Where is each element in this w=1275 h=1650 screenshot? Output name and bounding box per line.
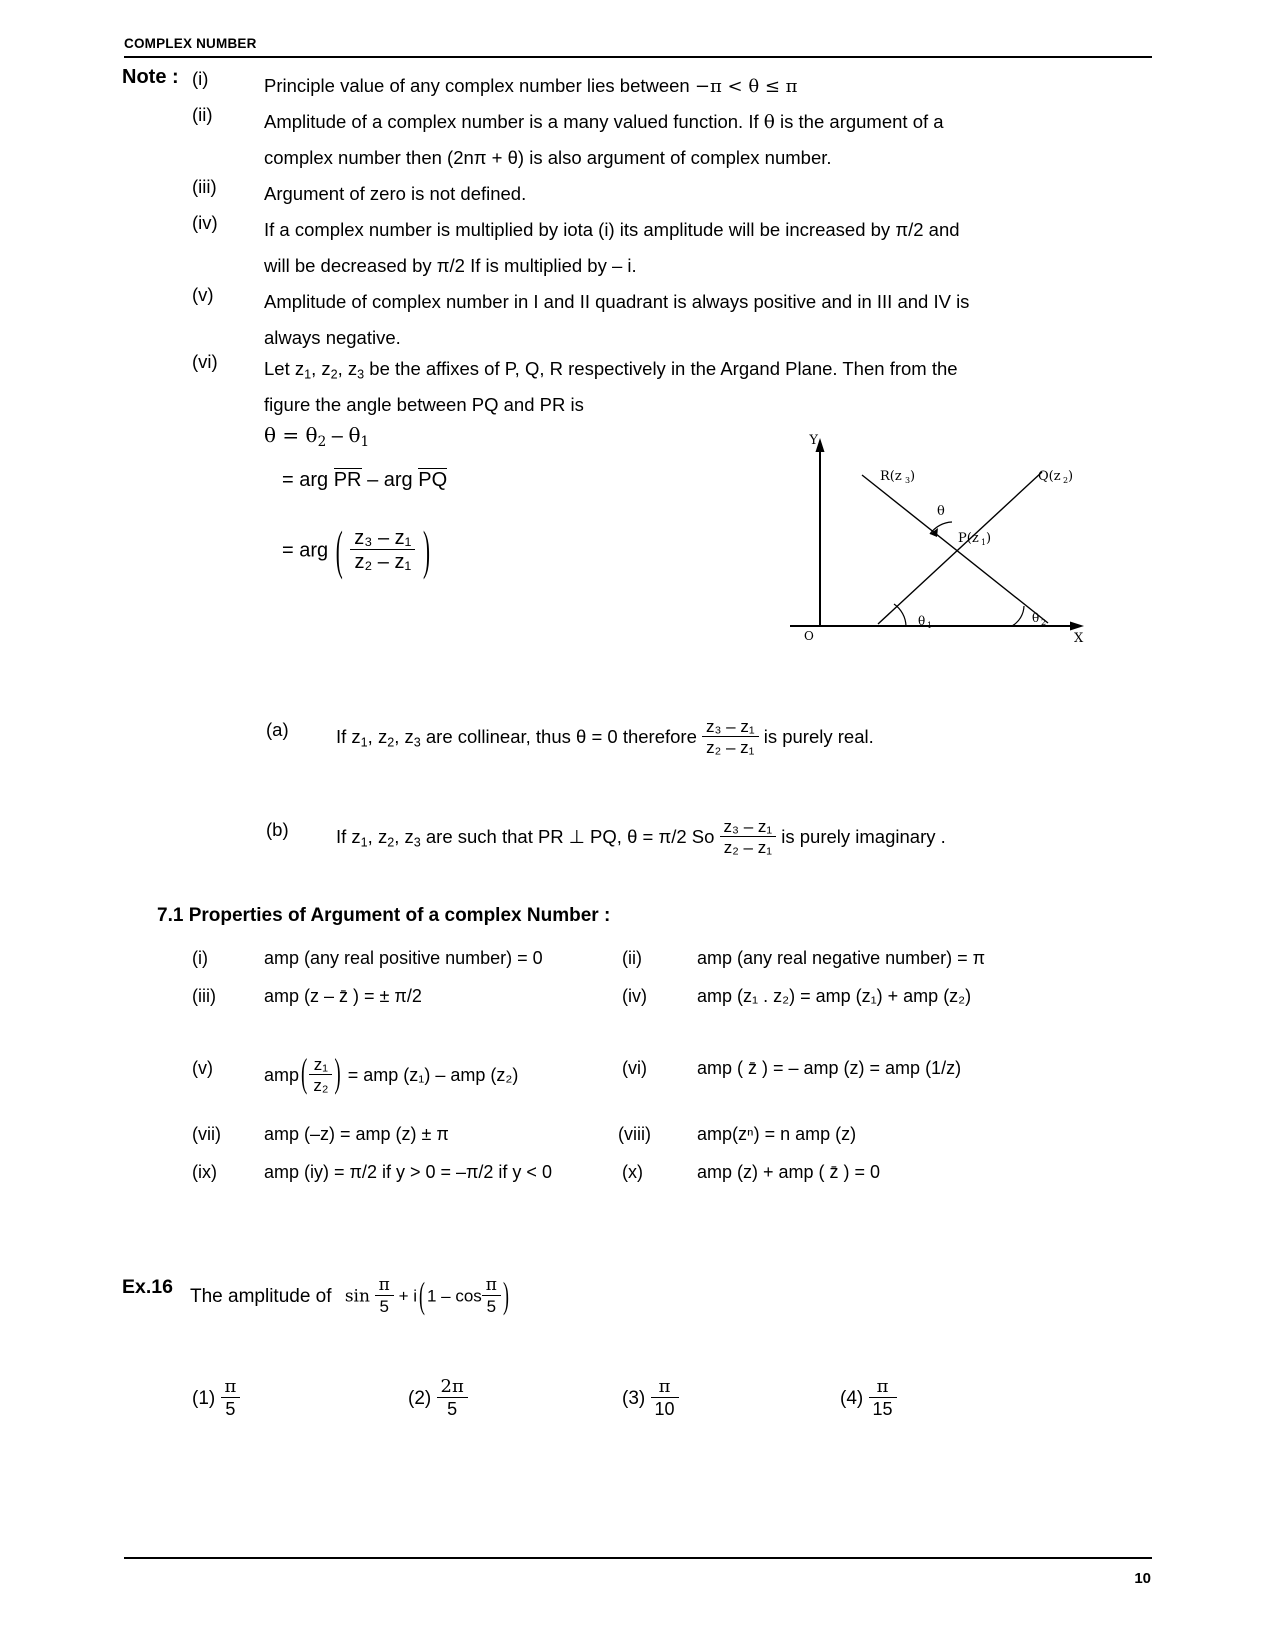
example-expression	[344, 1274, 511, 1317]
note-item-vi-b: , z	[311, 358, 331, 379]
formula-theta-line	[264, 417, 369, 460]
subitem-b-t1: , z	[367, 825, 388, 847]
option-4-fraction	[869, 1377, 897, 1419]
expr-frac-2	[482, 1276, 501, 1316]
note-item-ii-text-a: Amplitude of a complex number is a many valued function. If	[264, 111, 759, 132]
note-item-ii-line1	[264, 104, 1094, 141]
option-4-den: 15	[869, 1397, 897, 1419]
note-item-iii-number: (iii)	[192, 176, 217, 197]
property-v-frac-den: z₂	[309, 1074, 332, 1095]
subitem-a-a: If z	[336, 725, 361, 747]
property-vi-number: (vi)	[622, 1058, 647, 1078]
option-4-number: (4)	[840, 1388, 864, 1410]
formula-arg-eq: = arg	[282, 469, 329, 491]
expr-frac-1-num: π	[378, 1275, 390, 1295]
property-v-text	[264, 1051, 519, 1097]
subitem-a-b: are collinear, thus θ = 0 therefore	[420, 725, 697, 747]
property-vii-text: amp (–z) = amp (z) ± π	[264, 1124, 449, 1144]
note-item-vi-c: , z	[337, 358, 358, 379]
svg-text:P(z: P(z	[958, 531, 979, 546]
formula-fraction-denominator: z₂ – z₁	[350, 549, 415, 573]
property-iv-number: (iv)	[622, 986, 647, 1006]
property-x-text: amp (z) + amp ( z̄ ) = 0	[697, 1162, 881, 1182]
formula-fraction	[350, 527, 415, 574]
note-item-vi-a: Let z	[264, 358, 305, 379]
option-3-number: (3)	[622, 1388, 646, 1410]
formula-argfrac-eq: = arg	[282, 539, 329, 562]
subitem-b-s3: 3	[413, 835, 421, 850]
svg-text:1: 1	[927, 621, 933, 630]
svg-text:θ: θ	[1032, 611, 1040, 625]
svg-text:3: 3	[905, 476, 911, 485]
subitem-a-s2: 2	[387, 735, 395, 750]
svg-text:Y: Y	[809, 433, 818, 448]
subitem-a-t2: , z	[394, 725, 414, 747]
note-item-i-number: (i)	[192, 68, 209, 89]
expr-frac-1-den: 5	[375, 1295, 394, 1316]
left-paren: (	[335, 519, 343, 581]
page-header-title: COMPLEX NUMBER	[124, 36, 257, 51]
svg-text:θ: θ	[937, 504, 945, 519]
argand-plane-diagram	[790, 430, 1090, 660]
note-item-vi-line2: figure the angle between PQ and PR is	[264, 394, 584, 415]
note-item-vi-d: be the affixes of P, Q, R respectively in the Argand Plane. Then from the	[364, 358, 958, 379]
option-2-number: (2)	[408, 1388, 432, 1410]
right-paren: )	[422, 519, 430, 581]
property-v-fraction	[309, 1055, 332, 1095]
option-2-den: 5	[437, 1397, 468, 1419]
note-item-iv-line1: If a complex number is multiplied by iota (i) its amplitude will be increased by π/2 and	[264, 219, 960, 240]
property-v-rhs: = amp (z₁) – amp (z₂)	[347, 1064, 519, 1085]
formula-vector-pr: PR	[333, 469, 362, 491]
option-4[interactable]	[840, 1378, 897, 1420]
property-iv-text: amp (z₁ . z₂) = amp (z₁) + amp (z₂)	[697, 986, 972, 1006]
subitem-a-t1: , z	[367, 725, 388, 747]
subitem-a-c: is purely real.	[763, 725, 874, 747]
formula-minus: –	[331, 425, 343, 447]
property-iii-number: (iii)	[192, 986, 216, 1006]
note-item-vi-sub1: 1	[304, 367, 312, 382]
svg-text:): )	[1068, 469, 1074, 484]
svg-text:): )	[986, 531, 992, 546]
option-3-num: π	[658, 1376, 671, 1397]
expr-frac-1	[375, 1276, 394, 1316]
option-4-num: π	[876, 1376, 889, 1397]
svg-text:2: 2	[1041, 618, 1047, 627]
subitem-b-text	[336, 818, 946, 860]
svg-text:O: O	[804, 629, 814, 643]
subitem-b-fraction	[720, 817, 777, 857]
note-item-ii-text-b: is the argument of a	[780, 111, 944, 132]
property-ix-number: (ix)	[192, 1162, 217, 1182]
note-item-iv-number: (iv)	[192, 212, 218, 233]
property-i-number: (i)	[192, 948, 208, 968]
formula-theta-2: θ	[348, 423, 361, 447]
subitem-a-number: (a)	[266, 719, 289, 740]
option-1-fraction	[221, 1377, 241, 1419]
section-heading-7-1: 7.1 Properties of Argument of a complex Number :	[157, 905, 611, 926]
subitem-a-text	[336, 718, 874, 760]
svg-text:θ: θ	[918, 614, 926, 628]
svg-text:X: X	[1074, 631, 1084, 646]
formula-arg-line	[282, 462, 447, 498]
expr-sin: sin	[344, 1286, 370, 1307]
property-v-frac-num: z₁	[313, 1055, 328, 1074]
property-viii-number: (viii)	[618, 1124, 651, 1144]
example-stem-text: The amplitude of	[190, 1286, 332, 1308]
example-stem	[190, 1274, 511, 1317]
expr-frac-2-den: 5	[482, 1295, 501, 1316]
note-label: Note :	[122, 66, 179, 88]
property-ix-text: amp (iy) = π/2 if y > 0 = –π/2 if y < 0	[264, 1162, 552, 1182]
option-2[interactable]	[408, 1378, 468, 1420]
svg-text:2: 2	[1063, 476, 1069, 485]
note-item-iv-line2: will be decreased by π/2 If is multiplied by – i.	[264, 255, 637, 276]
property-viii-text: amp(zⁿ) = n amp (z)	[697, 1124, 857, 1144]
svg-text:Q(z: Q(z	[1038, 469, 1061, 484]
note-item-i-text-a: Principle value of any complex number lies between	[264, 75, 690, 96]
formula-vector-pq: PQ	[418, 469, 448, 491]
subitem-a-s3: 3	[413, 735, 421, 750]
note-item-i-math: −π < θ ≤ π	[694, 76, 798, 97]
note-item-ii-number: (ii)	[192, 104, 213, 125]
property-v-right-paren: )	[334, 1051, 341, 1097]
property-iii-text: amp (z – z̄ ) = ± π/2	[264, 986, 422, 1006]
expr-plus-i: + i	[398, 1286, 418, 1306]
property-i-text: amp (any real positive number) = 0	[264, 948, 543, 968]
footer-rule	[124, 1557, 1152, 1559]
svg-text:R(z: R(z	[880, 469, 902, 484]
subitem-b-t2: , z	[394, 825, 414, 847]
property-x-number: (x)	[622, 1162, 643, 1182]
option-1-number: (1)	[192, 1388, 216, 1410]
option-2-fraction	[437, 1377, 468, 1419]
formula-theta-eq: θ = θ	[264, 423, 318, 447]
property-vii-number: (vii)	[192, 1124, 221, 1144]
formula-theta-sub-2: 2	[317, 433, 327, 450]
subitem-a-s1: 1	[360, 735, 368, 750]
subitem-b-s1: 1	[360, 835, 368, 850]
expr-right-paren: )	[502, 1274, 509, 1317]
property-v-number: (v)	[192, 1058, 213, 1078]
note-item-i-text	[264, 68, 1094, 105]
expr-left-paren: (	[419, 1274, 425, 1317]
header-rule	[124, 56, 1152, 58]
property-ii-number: (ii)	[622, 948, 642, 968]
note-item-v-line1: Amplitude of complex number in I and II quadrant is always positive and in III and IV is	[264, 291, 970, 312]
expr-frac-2-num: π	[485, 1275, 497, 1295]
svg-text:1: 1	[981, 538, 987, 547]
option-3[interactable]	[622, 1378, 679, 1420]
option-1-den: 5	[221, 1397, 241, 1419]
note-item-vi-sub3: 3	[357, 367, 365, 382]
note-item-iii-text: Argument of zero is not defined.	[264, 183, 527, 204]
page-number: 10	[1134, 1570, 1151, 1587]
note-item-v-number: (v)	[192, 284, 214, 305]
option-1[interactable]	[192, 1378, 240, 1420]
formula-arg-minus: – arg	[367, 469, 413, 491]
property-v-amp: amp	[264, 1064, 300, 1085]
subitem-b-a: If z	[336, 825, 361, 847]
subitem-b-b: are such that PR ⊥ PQ, θ = π/2 So	[420, 825, 715, 847]
formula-theta-sub-1: 1	[360, 433, 370, 450]
subitem-b-number: (b)	[266, 819, 289, 840]
property-ii-text: amp (any real negative number) = π	[697, 948, 986, 968]
subitem-b-frac-den: z₂ – z₁	[720, 836, 777, 857]
svg-text:): )	[910, 469, 916, 484]
note-item-vi-sub2: 2	[330, 367, 338, 382]
note-item-ii-theta: θ	[763, 112, 775, 133]
property-vi-text: amp ( z̄ ) = – amp (z) = amp (1/z)	[697, 1058, 962, 1078]
note-item-v-line2: always negative.	[264, 327, 401, 348]
formula-fraction-numerator: z₃ – z₁	[354, 527, 412, 549]
expr-inner: 1 – cos	[426, 1286, 482, 1306]
property-v-left-paren: (	[301, 1051, 308, 1097]
option-3-den: 10	[651, 1397, 679, 1419]
option-1-num: π	[224, 1376, 237, 1397]
subitem-a-frac-den: z₂ – z₁	[702, 736, 759, 757]
subitem-b-c: is purely imaginary .	[781, 825, 946, 847]
subitem-b-s2: 2	[387, 835, 395, 850]
option-2-num: 2π	[440, 1376, 464, 1397]
subitem-a-fraction	[702, 717, 759, 757]
formula-arg-frac-line	[282, 519, 432, 581]
note-item-vi-number: (vi)	[192, 351, 218, 372]
option-3-fraction	[651, 1377, 679, 1419]
note-item-ii-line2: complex number then (2nπ + θ) is also argument of complex number.	[264, 147, 832, 168]
example-label: Ex.16	[122, 1276, 173, 1298]
subitem-a-frac-num: z₃ – z₁	[706, 717, 755, 736]
subitem-b-frac-num: z₃ – z₁	[723, 817, 773, 836]
